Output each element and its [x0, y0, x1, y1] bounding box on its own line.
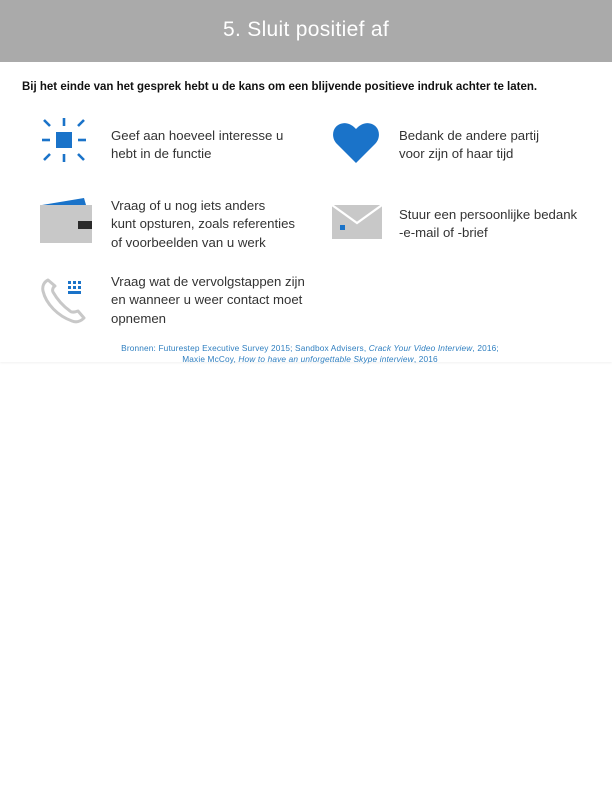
list-item — [111, 127, 283, 164]
intro-text: Bij het einde van het gesprek hebt u de kans om een blijvende positieve indruk achter te laten. — [22, 81, 538, 93]
list-item — [399, 127, 539, 164]
list-item — [111, 197, 295, 252]
item-line: Vraag wat de vervolgstappen zijn — [111, 274, 305, 289]
sources-text: , 2016 — [413, 354, 438, 364]
item-line: voor zijn of haar tijd — [399, 146, 514, 162]
sources-note — [60, 343, 560, 365]
item-line: hebt in de functie — [111, 146, 212, 162]
header-bar — [0, 0, 612, 62]
sources-text: , 2016; — [472, 343, 499, 353]
sources-title: How to have an unforgettable Skype interview — [238, 354, 414, 364]
sources-line-1 — [60, 343, 560, 354]
sources-text: Maxie McCoy, — [182, 354, 239, 364]
wallet-icon — [40, 197, 92, 243]
phone-icon — [40, 276, 90, 324]
item-line: opnemen — [111, 310, 166, 326]
item-line: Bedank de andere partij — [399, 128, 540, 143]
envelope-icon — [332, 205, 382, 239]
item-line: Geef aan hoeveel interesse u — [111, 128, 284, 143]
item-line: of voorbeelden van u werk — [111, 234, 266, 250]
item-line: en wanneer u weer contact moet — [111, 292, 303, 308]
item-line: kunt opsturen, zoals referenties — [111, 216, 295, 232]
list-item — [111, 273, 305, 328]
light-burst-icon — [40, 116, 88, 164]
heart-icon — [333, 123, 379, 163]
sources-text: Bronnen: Futurestep Executive Survey 2015; Sandbox Advisers, — [121, 343, 369, 353]
item-line: Stuur een persoonlijke bedank — [399, 207, 578, 222]
page-title: 5. Sluit positief af — [223, 18, 389, 41]
item-line: Vraag of u nog iets anders — [111, 198, 266, 213]
item-line: -e-mail of -brief — [399, 225, 488, 241]
sources-line-2 — [60, 354, 560, 365]
list-item — [399, 206, 577, 243]
slide — [0, 0, 612, 362]
sources-title: Crack Your Video Interview — [368, 343, 473, 353]
